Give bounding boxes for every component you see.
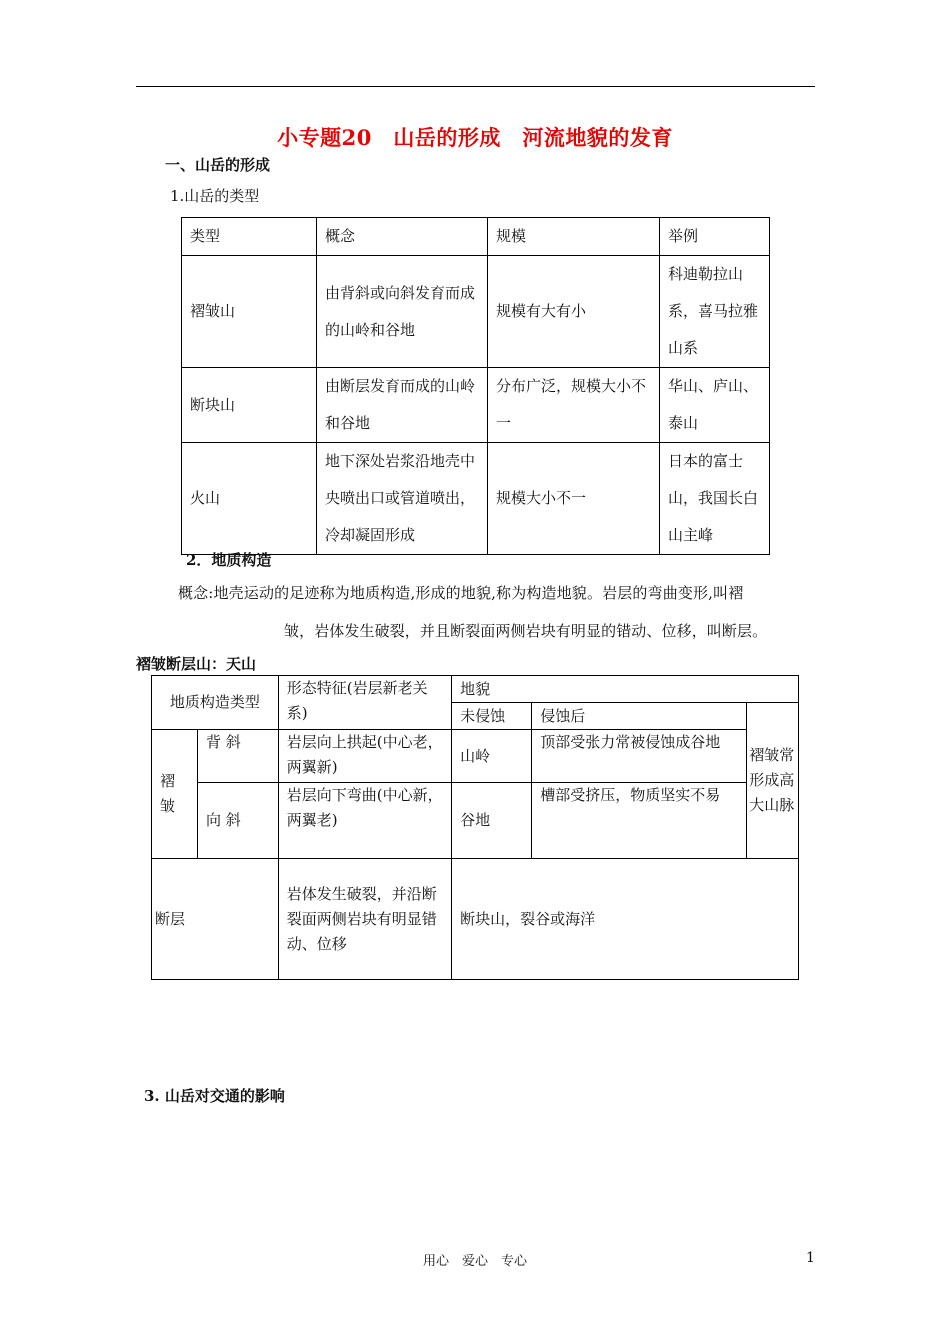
- table-cell: 日本的富士山，我国长白山主峰: [660, 443, 770, 555]
- table-header-cell: 侵蚀后: [532, 703, 747, 730]
- geologic-structure-table: [151, 675, 799, 980]
- table-header-cell: 举例: [660, 218, 770, 256]
- table-row: [152, 783, 799, 859]
- table-header-cell: 未侵蚀: [452, 703, 532, 730]
- concept-text-line1: 概念:地壳运动的足迹称为地质构造,形成的地貌,称为构造地貌。岩层的弯曲变形,叫褶: [178, 584, 744, 602]
- table-cell: 褶皱山: [182, 256, 317, 368]
- section-heading-mountains: 一、山岳的形成: [165, 156, 271, 174]
- table-cell: 科迪勒拉山系，喜马拉雅山系: [660, 256, 770, 368]
- table-cell: 火山: [182, 443, 317, 555]
- fold-fault-mountain-heading: 褶皱断层山：天山: [136, 655, 257, 673]
- table-cell: 岩层向下弯曲(中心新，两翼老): [278, 783, 451, 859]
- table-cell: 谷地: [452, 783, 532, 859]
- table-cell: 岩体发生破裂，并沿断裂面两侧岩块有明显错动、位移: [278, 859, 451, 980]
- subheading-transport-impact: 3. 山岳对交通的影响: [144, 1087, 285, 1105]
- table-header-cell: 地貌: [452, 676, 799, 703]
- table-cell: 褶皱: [152, 730, 198, 859]
- concept-text-line2: 皱，岩体发生破裂，并且断裂面两侧岩块有明显的错动、位移，叫断层。: [284, 622, 768, 640]
- table-header-cell: 概念: [317, 218, 488, 256]
- table-header-cell: 规模: [488, 218, 660, 256]
- table-cell: 由背斜或向斜发育而成的山岭和谷地: [317, 256, 488, 368]
- table-cell: 向 斜: [197, 783, 278, 859]
- header-rule: [136, 86, 815, 87]
- table-row: [152, 730, 799, 783]
- table-cell: 断块山，裂谷或海洋: [452, 859, 799, 980]
- table-row: [182, 368, 770, 443]
- table-row: [182, 256, 770, 368]
- page-number: 1: [806, 1250, 815, 1266]
- table-cell: 岩层向上拱起(中心老，两翼新): [278, 730, 451, 783]
- table-row: [182, 443, 770, 555]
- table-cell: 由断层发育而成的山岭和谷地: [317, 368, 488, 443]
- table-cell: 地下深处岩浆沿地壳中央喷出口或管道喷出，冷却凝固形成: [317, 443, 488, 555]
- table-header-cell: 地质构造类型: [152, 676, 279, 730]
- table-cell: 分布广泛，规模大小不一: [488, 368, 660, 443]
- table-cell: 规模大小不一: [488, 443, 660, 555]
- table-cell: 背 斜: [197, 730, 278, 783]
- subheading-geologic-structure: 2．地质构造: [186, 551, 272, 569]
- table-cell: 槽部受挤压，物质坚实不易: [532, 783, 747, 859]
- page-title: 小专题20 山岳的形成 河流地貌的发育: [277, 125, 673, 150]
- table-cell: 断块山: [182, 368, 317, 443]
- table-cell: 华山、庐山、泰山: [660, 368, 770, 443]
- table-cell: 规模有大有小: [488, 256, 660, 368]
- table-header-cell: 形态特征(岩层新老关系): [278, 676, 451, 730]
- table-cell: 山岭: [452, 730, 532, 783]
- table-cell: 顶部受张力常被侵蚀成谷地: [532, 730, 747, 783]
- mountain-types-table: [181, 217, 770, 555]
- subheading-mountain-types: 1.山岳的类型: [170, 187, 260, 205]
- table-cell: 褶皱常形成高大山脉: [747, 703, 799, 859]
- page-footer: 用心 爱心 专心: [422, 1254, 527, 1269]
- table-row: [152, 859, 799, 980]
- table-header-cell: 类型: [182, 218, 317, 256]
- table-cell: 断层: [152, 859, 279, 980]
